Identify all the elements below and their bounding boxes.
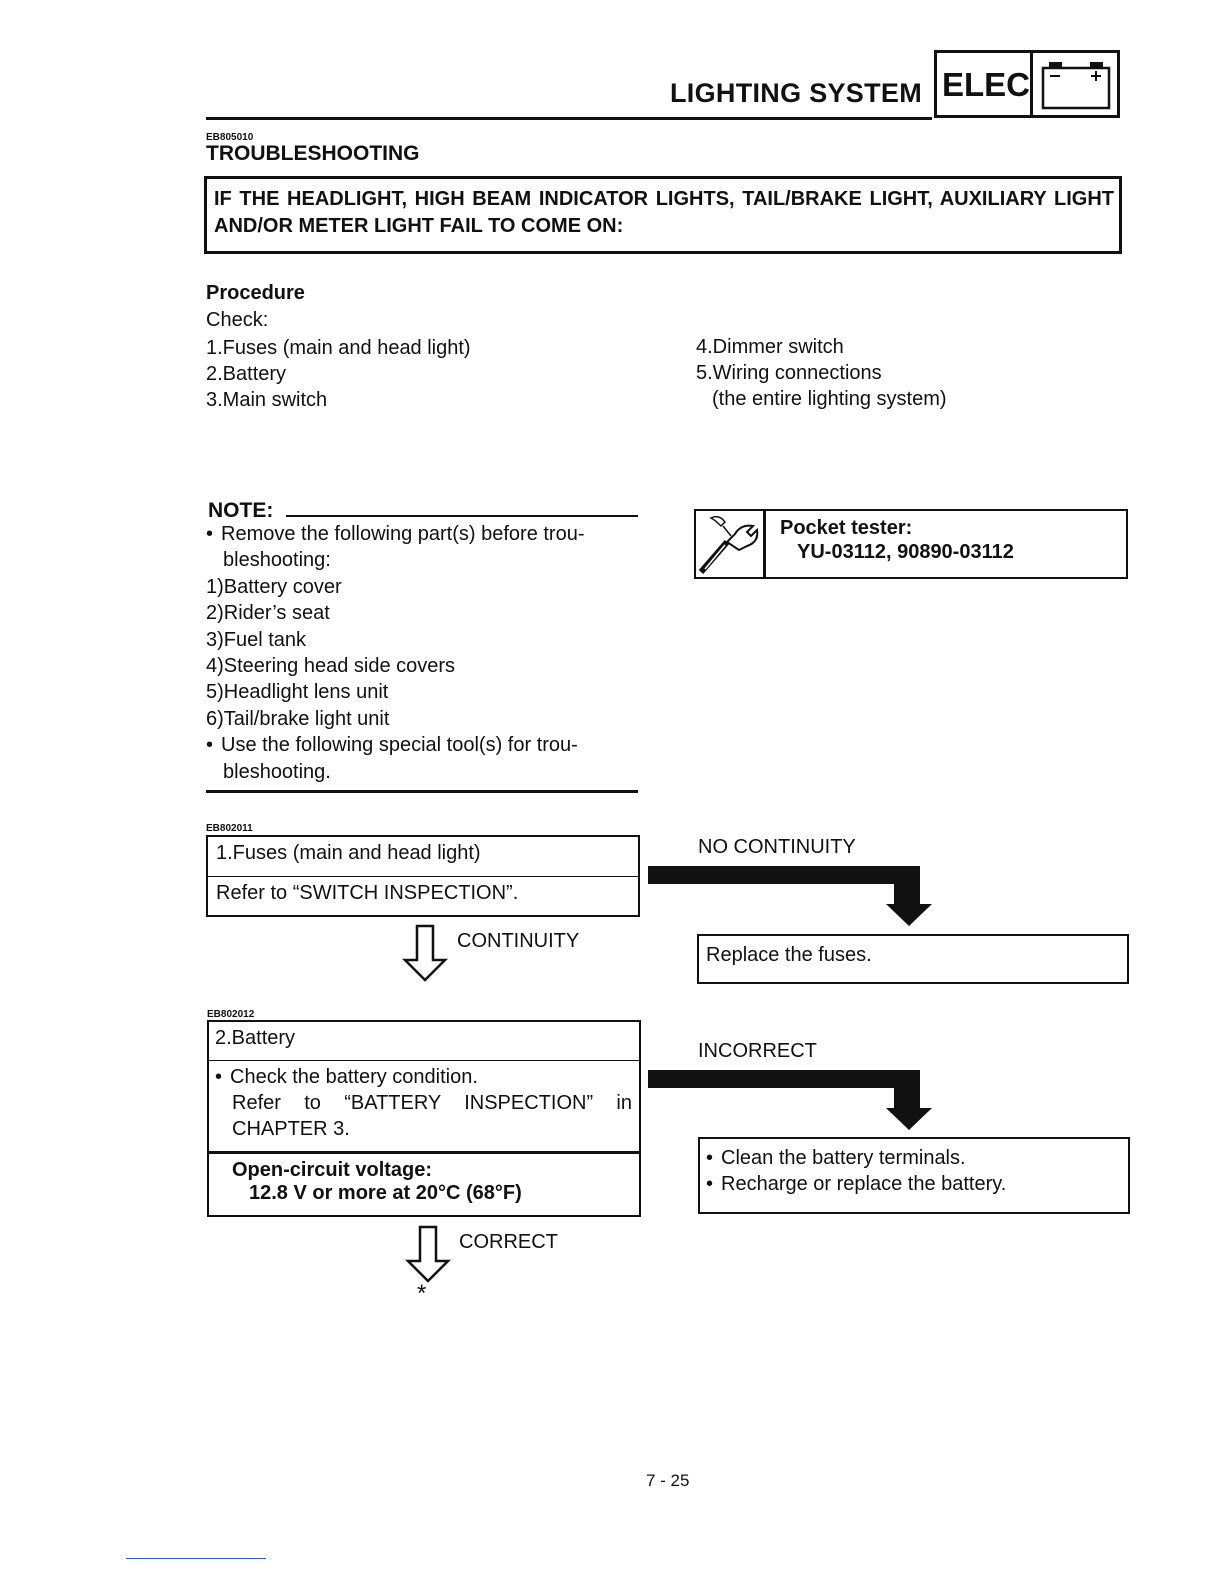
wrench-icon	[697, 512, 761, 576]
special-tool-divider	[763, 509, 766, 579]
procedure-item: 5.Wiring connections	[696, 362, 882, 384]
procedure-item-note: (the entire lighting system)	[712, 388, 947, 410]
step2-divider	[209, 1060, 639, 1061]
note-part: 2)Rider’s seat	[206, 602, 330, 625]
note-part: 3)Fuel tank	[206, 628, 307, 651]
incorrect-label: INCORRECT	[698, 1040, 817, 1062]
bullet-icon: •	[706, 1173, 714, 1195]
step2-check	[215, 1066, 478, 1089]
step2-check-text: Check the battery condition.	[230, 1066, 478, 1088]
note-part: 5)Headlight lens unit	[206, 681, 389, 704]
note-bullet-text: bleshooting.	[223, 760, 331, 783]
note-part: 1)Battery cover	[206, 575, 342, 598]
bullet-icon: •	[706, 1147, 714, 1169]
flow-arrow-right-down-icon	[648, 1068, 936, 1132]
step1-divider	[208, 876, 638, 877]
note-bullet-text: Use the following special tool(s) for trou-	[221, 734, 578, 757]
elec-badge-divider	[1030, 50, 1033, 118]
procedure-title: Procedure	[206, 282, 305, 304]
troubleshooting-title: TROUBLESHOOTING	[206, 142, 420, 165]
flow-arrow-right-down-icon	[648, 864, 936, 928]
step1-reference: Refer to “SWITCH INSPECTION”.	[216, 882, 519, 904]
tool-name: Pocket tester:	[780, 517, 913, 539]
step1-title: 1.Fuses (main and head light)	[216, 842, 481, 864]
fix-fuses-text: Replace the fuses.	[706, 944, 872, 966]
continuity-label: CONTINUITY	[457, 930, 580, 952]
spec-label: Open-circuit voltage:	[232, 1159, 433, 1181]
battery-icon	[1040, 58, 1112, 112]
note-part: 4)Steering head side covers	[206, 655, 456, 678]
tool-part-numbers: YU-03112, 90890-03112	[797, 541, 1014, 563]
step2-divider	[209, 1151, 639, 1154]
procedure-item: 3.Main switch	[206, 389, 328, 411]
correct-label: CORRECT	[459, 1231, 558, 1253]
procedure-item: 2.Battery	[206, 363, 287, 385]
note-title: NOTE:	[208, 499, 274, 522]
fix-battery-text: Clean the battery terminals.	[721, 1147, 966, 1169]
section-code: EB805010	[206, 132, 254, 143]
procedure-item: 1.Fuses (main and head light)	[206, 337, 471, 359]
fix-battery-item	[706, 1173, 1006, 1196]
scan-edge-line	[126, 1558, 266, 1559]
step2-title: 2.Battery	[215, 1027, 296, 1049]
check-label: Check:	[206, 309, 269, 331]
step-code: EB802011	[206, 823, 253, 834]
flow-arrow-down-icon	[401, 924, 449, 982]
procedure-item: 4.Dimmer switch	[696, 336, 844, 358]
continuation-mark: *	[417, 1280, 427, 1307]
flow-arrow-down-icon	[404, 1225, 452, 1283]
note-body	[206, 521, 638, 785]
note-bullet-text: bleshooting:	[223, 549, 331, 572]
note-bullet-text: Remove the following part(s) before trou-	[221, 523, 585, 545]
bullet-icon: •	[206, 734, 214, 757]
note-rule-top	[286, 515, 638, 517]
fix-battery-text: Recharge or replace the battery.	[721, 1173, 1007, 1195]
bullet-icon: •	[206, 523, 214, 545]
section-title: LIGHTING SYSTEM	[670, 78, 923, 108]
bullet-icon: •	[215, 1066, 223, 1088]
page-number: 7 - 25	[646, 1471, 690, 1490]
step2-reference-chapter: CHAPTER 3.	[232, 1118, 350, 1140]
header-rule	[206, 117, 932, 120]
step-code: EB802012	[207, 1009, 255, 1020]
step2-reference: Refer to “BATTERY INSPECTION” in	[232, 1092, 632, 1114]
elec-badge: ELEC	[942, 66, 1031, 103]
no-continuity-label: NO CONTINUITY	[698, 836, 856, 858]
note-rule-bottom	[206, 790, 638, 793]
fix-battery-item	[706, 1147, 966, 1170]
spec-value: 12.8 V or more at 20°C (68°F)	[249, 1182, 522, 1204]
condition-text: IF THE HEADLIGHT, HIGH BEAM INDICATOR LIGHTS, TAIL/BRAKE LIGHT, AUXILIARY LIGHT AND/OR METER LIGHT FAIL TO COME ON:	[214, 188, 1114, 237]
note-part: 6)Tail/brake light unit	[206, 707, 390, 730]
